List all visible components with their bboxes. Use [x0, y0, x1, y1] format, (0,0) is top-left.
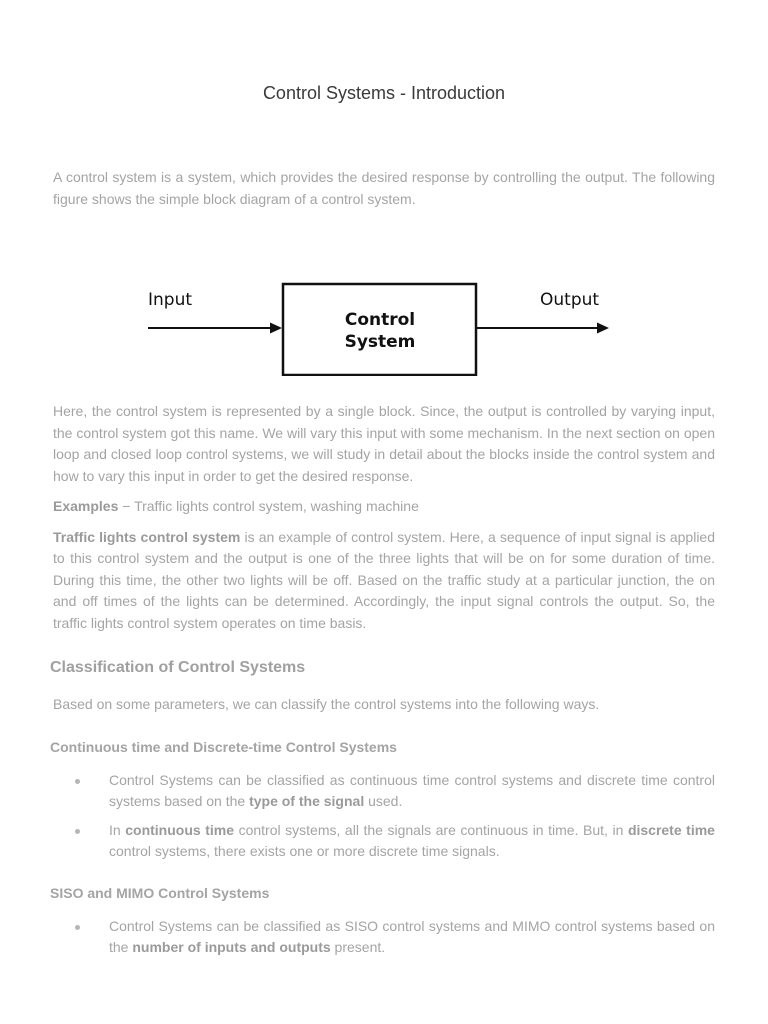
list-item: [109, 916, 715, 958]
list-item: [109, 820, 715, 862]
block-diagram-svg: [50, 266, 712, 376]
list-item-bold: number of inputs and outputs: [132, 938, 331, 955]
list-item-text: control systems, there exists one or more discrete time signals.: [109, 842, 500, 859]
list-item-text: Control Systems can be classified as continuous time control systems and discrete time control systems based on the: [109, 771, 715, 809]
list-item-text: present.: [330, 938, 386, 955]
siso-heading: SISO and MIMO Control Systems: [50, 884, 270, 901]
continuous-heading: Continuous time and Discrete-time Control Systems: [50, 738, 397, 755]
siso-list: [53, 916, 715, 958]
block-label-line1: Control: [344, 310, 416, 330]
bullet-dot-icon: [75, 925, 80, 930]
examples-paragraph: [53, 496, 715, 518]
block-label-line2: System: [344, 332, 416, 352]
list-item: [109, 770, 715, 812]
traffic-paragraph: [53, 527, 715, 635]
input-arrow-head: [270, 323, 282, 334]
output-arrow-head: [597, 323, 609, 334]
examples-label: Examples: [53, 498, 119, 514]
explanation-paragraph: Here, the control system is represented by a single block. Since, the output is controlled by varying input, the control system got this name. We will vary this input with some mechanism. In the next section on open loop and closed loop control systems, we will study in detail about the blocks inside the control system and how to vary this input in order to get the desired response.: [53, 403, 715, 484]
page-title: Control Systems - Introduction: [262, 83, 506, 103]
traffic-label: Traffic lights control system: [53, 528, 241, 545]
examples-text: − Traffic lights control system, washing machine: [118, 498, 419, 514]
list-item-bold: continuous time: [125, 821, 235, 838]
traffic-text: is an example of control system. Here, a sequence of input signal is applied to this control system and the output is one of the three lights that will be on for some duration of time. During this time, the other two lights will be off. Based on the traffic study at a particular junction, the on and off times of the lights can be determined. Accordingly, the input signal controls the output. So, the traffic lights control system operates on time basis.: [53, 528, 716, 631]
diagram-input-label: Input: [148, 290, 193, 310]
bullet-dot-icon: [75, 779, 80, 784]
list-item-text: control systems, all the signals are continuous in time. But, in: [234, 821, 628, 838]
list-item-text: Control Systems can be classified as SISO control systems and MIMO control systems based on the: [109, 917, 715, 955]
list-item-text: used.: [364, 792, 403, 809]
list-item-bold: discrete time: [627, 821, 715, 838]
classification-intro: Based on some parameters, we can classify the control systems into the following ways.: [53, 696, 600, 712]
continuous-list: [53, 770, 715, 862]
block-diagram: [50, 266, 712, 376]
list-item-text: In: [109, 821, 126, 838]
classification-heading: Classification of Control Systems: [50, 659, 306, 676]
bullet-dot-icon: [75, 829, 80, 834]
list-item-bold: type of the signal: [249, 792, 365, 809]
intro-paragraph: A control system is a system, which provides the desired response by controlling the output. The following figure shows the simple block diagram of a control system.: [53, 169, 715, 207]
diagram-output-label: Output: [540, 290, 600, 310]
